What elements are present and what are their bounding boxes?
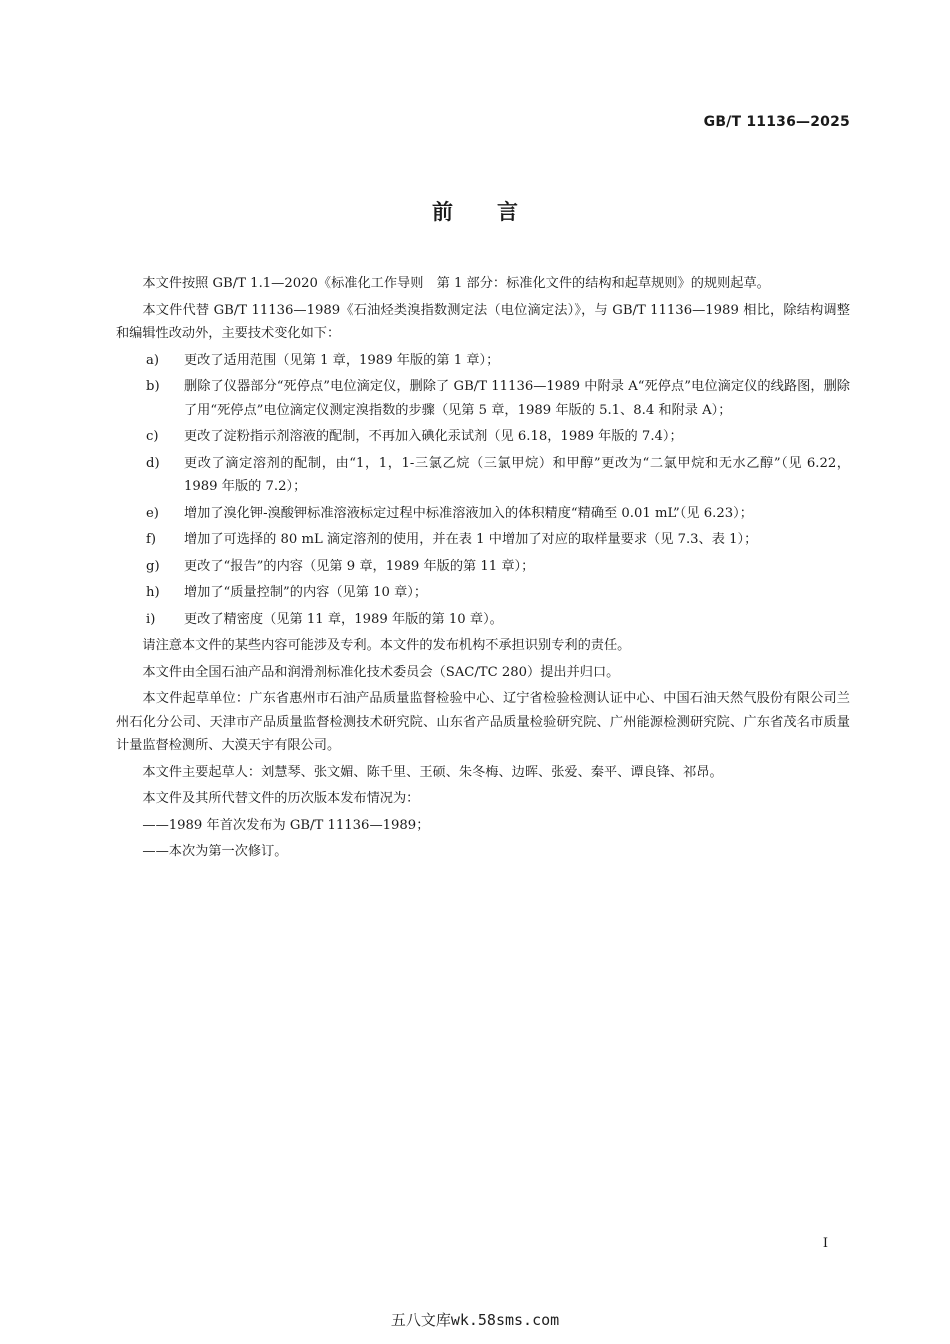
change-item [116,452,850,499]
watermark-footer: 五八文库wk.58sms.com [390,1311,560,1329]
change-marker: c) [146,429,159,444]
change-text: 增加了溴化钾-溴酸钾标准溶液标定过程中标准溶液加入的体积精度“精确至 0.01 mL”（见 6.23）； [184,505,753,521]
change-item [116,581,850,605]
change-item [116,555,850,579]
change-item [116,502,850,526]
change-text: 增加了可选择的 80 mL 滴定溶剂的使用，并在表 1 中增加了对应的取样量要求（见 7.3、表 1）； [184,532,758,547]
standard-number: GB/T 11136—2025 [703,114,850,130]
paragraph-proposer: 本文件由全国石油产品和润滑剂标准化技术委员会（SAC/TC 280）提出并归口。 [142,664,620,680]
change-item [116,528,850,552]
change-item [116,425,850,449]
change-text: 更改了精密度（见第 11 章，1989 年版的第 10 章）。 [184,611,503,627]
change-marker: f) [146,532,157,547]
paragraph-patent-notice: 请注意本文件的某些内容可能涉及专利。本文件的发布机构不承担识别专利的责任。 [142,638,631,653]
title-char-1: 前 [432,200,453,224]
change-item [116,375,850,422]
change-marker: d) [146,455,160,471]
paragraph-drafting-units: 本文件起草单位：广东省惠州市石油产品质量监督检验中心、辽宁省检验检测认证中心、中国石油天然气股份有限公司兰州石化分公司、天津市产品质量监督检测技术研究院、山东省产品质量检验研究院、广州能源检测研究院、广东省茂名市质量计量监督检测所、大漠天宇有限公司。 [116,691,850,753]
change-item [116,608,850,632]
paragraph-replaces: 本文件代替 GB/T 11136—1989《石油烃类溴指数测定法（电位滴定法）》，与 GB/T 11136—1989 相比，除结构调整和编辑性改动外，主要技术变化如下： [116,302,850,341]
history-entry: ——本次为第一次修订。 [142,844,288,859]
change-marker: b) [146,379,160,394]
title-char-2: 言 [497,200,518,224]
change-text: 更改了“报告”的内容（见第 9 章，1989 年版的第 11 章）； [184,558,535,574]
page-title [0,196,950,226]
change-text: 删除了仪器部分“死停点”电位滴定仪，删除了 GB/T 11136—1989 中附录 A“死停点”电位滴定仪的线路图，删除了用“死停点”电位滴定仪测定溴指数的步骤（见第 5 章，1989 年版的 5.1、8.4 和附录 A）； [184,379,850,418]
change-marker: e) [146,505,159,521]
page-number: I [822,1236,828,1251]
change-marker: a) [146,352,160,368]
paragraph-drafting-rules: 本文件按照 GB/T 1.1—2020《标准化工作导则 第 1 部分：标准化文件的结构和起草规则》的规则起草。 [142,276,770,291]
foreword-body [116,272,850,867]
change-marker: g) [146,558,160,574]
change-text: 更改了滴定溶剂的配制，由“1，1，1-三氯乙烷（三氯甲烷）和甲醇”更改为“二氯甲烷和无水乙醇”（见 6.22，1989 年版的 7.2）； [184,455,850,494]
history-entry: ——1989 年首次发布为 GB/T 11136—1989； [142,817,430,833]
change-text: 增加了“质量控制”的内容（见第 10 章）； [184,585,428,600]
change-text: 更改了淀粉指示剂溶液的配制，不再加入碘化汞试剂（见 6.18，1989 年版的 7.4）； [184,429,683,444]
paragraph-history-intro: 本文件及其所代替文件的历次版本发布情况为： [142,791,420,806]
change-item [116,349,850,373]
paragraph-drafters: 本文件主要起草人：刘慧琴、张文媚、陈千里、王硕、朱冬梅、边晖、张爱、秦平、谭良锋、祁昂。 [142,764,723,780]
change-text: 更改了适用范围（见第 1 章，1989 年版的第 1 章）； [184,352,500,368]
change-marker: h) [146,585,160,600]
change-marker: i) [146,611,156,627]
